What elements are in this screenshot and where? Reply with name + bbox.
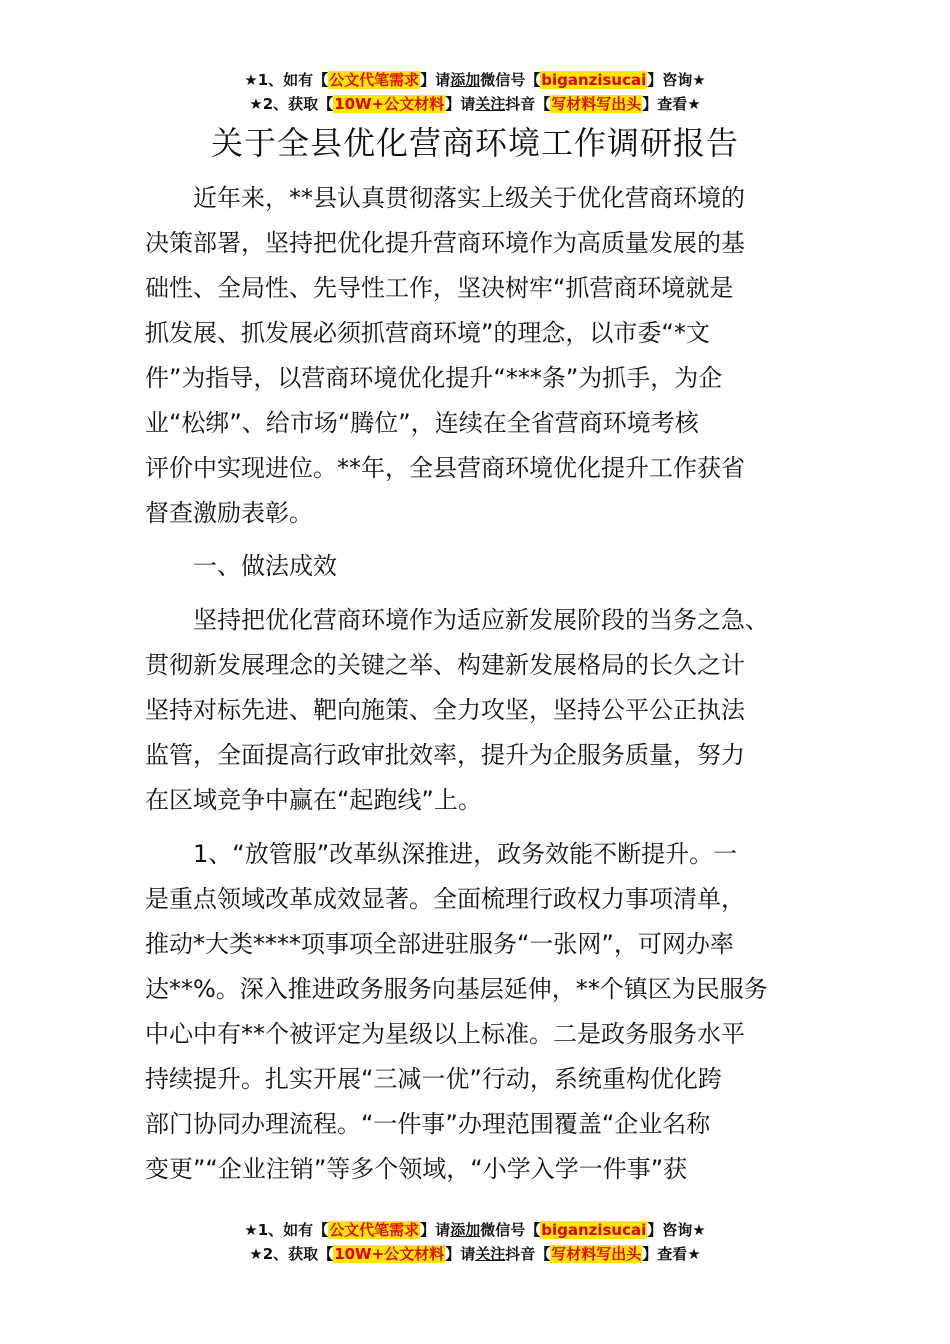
body-paragraph-2 xyxy=(145,598,810,823)
banner-underlined: 添加 xyxy=(450,1221,481,1239)
body-paragraph-3 xyxy=(145,832,810,1192)
text-line: 业“松绑”、给市场“腾位”，连续在全省营商环境考核 xyxy=(145,409,699,437)
text-line: 决策部署，坚持把优化提升营商环境作为高质量发展的基 xyxy=(145,229,745,257)
text-line: 推动*大类****项事项全部进驻服务“一张网”，可网办率 xyxy=(145,930,734,958)
banner-text: 】请 xyxy=(420,71,451,89)
banner-text: 】查看★ xyxy=(642,95,701,113)
text-line: 坚持对标先进、靶向施策、全力攻坚，坚持公平公正执法 xyxy=(145,696,745,724)
banner-underlined: 关注 xyxy=(475,1245,506,1263)
text-line: 件”为指导，以营商环境优化提升“***条”为抓手，为企 xyxy=(145,364,723,392)
banner-line-1 xyxy=(0,1218,950,1242)
document-title: 关于全县优化营商环境工作调研报告 xyxy=(210,124,739,162)
text-line: 在区域竞争中赢在“起跑线”上。 xyxy=(145,786,482,814)
banner-text: ★2、获取【 xyxy=(249,95,334,113)
banner-underlined: 添加 xyxy=(450,71,481,89)
banner-text: 抖音【 xyxy=(505,95,551,113)
text-line: 一、做法成效 xyxy=(145,552,337,580)
banner-line-1 xyxy=(0,68,950,92)
body-paragraph-1 xyxy=(145,176,810,536)
text-line: 变更”“企业注销”等多个领域，“小学入学一件事”获 xyxy=(145,1155,688,1183)
top-banner xyxy=(0,68,950,116)
banner-text: 】请 xyxy=(445,1245,476,1263)
banner-douyin-id: 写材料写出头 xyxy=(551,1245,642,1263)
banner-underlined: 关注 xyxy=(475,95,506,113)
banner-text: 】咨询★ xyxy=(647,1221,706,1239)
bottom-banner xyxy=(0,1218,950,1266)
text-line: 坚持把优化营商环境作为适应新发展阶段的当务之急、 xyxy=(145,606,769,634)
banner-highlight: 10W+公文材料 xyxy=(334,95,445,113)
banner-douyin-id: 写材料写出头 xyxy=(551,95,642,113)
banner-text: 微信号【 xyxy=(480,1221,541,1239)
text-line: 是重点领域改革成效显著。全面梳理行政权力事项清单， xyxy=(145,885,745,913)
text-line: 1、“放管服”改革纵深推进，政务效能不断提升。一 xyxy=(145,840,738,868)
banner-line-2 xyxy=(0,92,950,116)
banner-highlight: 公文代笔需求 xyxy=(329,1221,420,1239)
banner-highlight: 公文代笔需求 xyxy=(329,71,420,89)
section-heading xyxy=(145,544,810,589)
banner-text: 】请 xyxy=(445,95,476,113)
text-line: 近年来，**县认真贯彻落实上级关于优化营商环境的 xyxy=(145,184,745,212)
text-line: 评价中实现进位。**年，全县营商环境优化提升工作获省 xyxy=(145,454,745,482)
banner-line-2 xyxy=(0,1242,950,1266)
banner-text: ★2、获取【 xyxy=(249,1245,334,1263)
banner-text: 】咨询★ xyxy=(647,71,706,89)
text-line: 抓发展、抓发展必须抓营商环境”的理念，以市委“*文 xyxy=(145,319,710,347)
text-line: 部门协同办理流程。“一件事”办理范围覆盖“企业名称 xyxy=(145,1110,711,1138)
banner-text: ★1、如有【 xyxy=(244,71,329,89)
text-line: 贯彻新发展理念的关键之举、构建新发展格局的长久之计 xyxy=(145,651,745,679)
banner-text: 微信号【 xyxy=(480,71,541,89)
text-line: 持续提升。扎实开展“三减一优”行动，系统重构优化跨 xyxy=(145,1065,722,1093)
banner-text: 】查看★ xyxy=(642,1245,701,1263)
banner-highlight: 10W+公文材料 xyxy=(334,1245,445,1263)
text-line: 监管，全面提高行政审批效率，提升为企服务质量，努力 xyxy=(145,741,745,769)
banner-text: 】请 xyxy=(420,1221,451,1239)
text-line: 础性、全局性、先导性工作，坚决树牢“抓营商环境就是 xyxy=(145,274,734,302)
banner-wechat-id: biganzisucai xyxy=(541,1221,647,1239)
text-line: 中心中有**个被评定为星级以上标准。二是政务服务水平 xyxy=(145,1020,745,1048)
text-line: 督查激励表彰。 xyxy=(145,499,313,527)
banner-wechat-id: biganzisucai xyxy=(541,71,647,89)
text-line: 达**%。深入推进政务服务向基层延伸，**个镇区为民服务 xyxy=(145,975,768,1003)
banner-text: 抖音【 xyxy=(505,1245,551,1263)
banner-text: ★1、如有【 xyxy=(244,1221,329,1239)
